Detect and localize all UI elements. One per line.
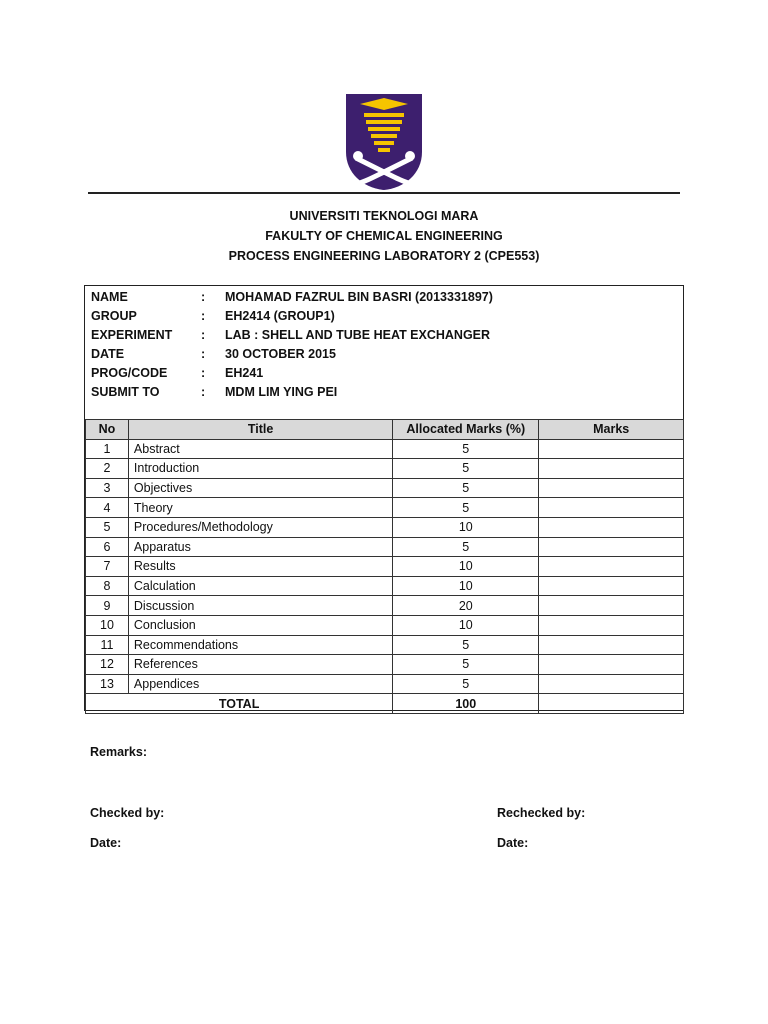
header-allocated: Allocated Marks (%) [393, 420, 539, 440]
info-label: DATE [91, 347, 125, 361]
info-colon: : [201, 290, 206, 304]
info-colon: : [201, 309, 206, 323]
info-value: MOHAMAD FAZRUL BIN BASRI (2013331897) [225, 290, 493, 304]
row-marks[interactable] [539, 576, 684, 596]
row-allocated: 5 [393, 537, 539, 557]
info-row-prog-code [91, 364, 493, 383]
row-allocated: 5 [393, 674, 539, 694]
row-marks[interactable] [539, 655, 684, 675]
header-no: No [86, 420, 129, 440]
remarks-label: Remarks: [90, 745, 147, 759]
row-no: 10 [86, 615, 129, 635]
row-title: Discussion [128, 596, 392, 616]
info-value: EH2414 (GROUP1) [225, 309, 335, 323]
row-no: 4 [86, 498, 129, 518]
row-allocated: 10 [393, 615, 539, 635]
report-cover-box [84, 285, 684, 711]
table-row [86, 498, 684, 518]
table-row [86, 557, 684, 577]
info-label: NAME [91, 290, 128, 304]
info-colon: : [201, 347, 206, 361]
table-row [86, 517, 684, 537]
row-allocated: 20 [393, 596, 539, 616]
info-value: LAB : SHELL AND TUBE HEAT EXCHANGER [225, 328, 491, 342]
row-allocated: 10 [393, 576, 539, 596]
table-row [86, 537, 684, 557]
row-no: 12 [86, 655, 129, 675]
row-title: Recommendations [128, 635, 392, 655]
info-row-experiment [91, 326, 493, 345]
row-allocated: 10 [393, 517, 539, 537]
table-row [86, 459, 684, 479]
row-marks[interactable] [539, 498, 684, 518]
row-no: 7 [86, 557, 129, 577]
row-title: Results [128, 557, 392, 577]
header-marks: Marks [539, 420, 684, 440]
row-marks[interactable] [539, 517, 684, 537]
table-header-row [86, 420, 684, 440]
info-row-group [91, 307, 493, 326]
row-marks[interactable] [539, 478, 684, 498]
row-marks[interactable] [539, 557, 684, 577]
info-colon: : [201, 385, 206, 399]
row-no: 9 [86, 596, 129, 616]
info-label: EXPERIMENT [91, 328, 173, 342]
row-allocated: 10 [393, 557, 539, 577]
row-no: 13 [86, 674, 129, 694]
row-allocated: 5 [393, 439, 539, 459]
row-no: 6 [86, 537, 129, 557]
info-label: PROG/CODE [91, 366, 168, 380]
row-title: Objectives [128, 478, 392, 498]
row-allocated: 5 [393, 478, 539, 498]
table-row [86, 439, 684, 459]
table-row [86, 615, 684, 635]
table-row [86, 596, 684, 616]
row-no: 5 [86, 517, 129, 537]
row-marks[interactable] [539, 537, 684, 557]
table-total-row [86, 694, 684, 714]
table-row [86, 478, 684, 498]
row-title: Introduction [128, 459, 392, 479]
row-title: Conclusion [128, 615, 392, 635]
checked-by-label: Checked by: [90, 806, 165, 820]
row-allocated: 5 [393, 498, 539, 518]
info-value: 30 OCTOBER 2015 [225, 347, 336, 361]
table-row [86, 674, 684, 694]
row-title: Abstract [128, 439, 392, 459]
row-no: 3 [86, 478, 129, 498]
total-allocated: 100 [393, 694, 539, 714]
row-no: 11 [86, 635, 129, 655]
header-title: Title [128, 420, 392, 440]
info-label: SUBMIT TO [91, 385, 160, 399]
table-row [86, 635, 684, 655]
row-marks[interactable] [539, 635, 684, 655]
university-logo [344, 92, 424, 192]
uitm-crest-icon [344, 92, 424, 192]
row-title: Apparatus [128, 537, 392, 557]
info-row-date [91, 345, 493, 364]
row-title: Appendices [128, 674, 392, 694]
info-colon: : [201, 366, 206, 380]
table-row [86, 576, 684, 596]
university-name: UNIVERSITI TEKNOLOGI MARA [289, 209, 479, 223]
info-value: MDM LIM YING PEI [225, 385, 338, 399]
row-marks[interactable] [539, 439, 684, 459]
row-marks[interactable] [539, 596, 684, 616]
checked-date-label: Date: [90, 836, 122, 850]
row-allocated: 5 [393, 655, 539, 675]
row-title: References [128, 655, 392, 675]
info-value: EH241 [225, 366, 264, 380]
row-title: Theory [128, 498, 392, 518]
info-colon: : [201, 328, 206, 342]
info-row-submit-to [91, 383, 493, 402]
row-no: 8 [86, 576, 129, 596]
row-no: 2 [86, 459, 129, 479]
faculty-name: FAKULTY OF CHEMICAL ENGINEERING [265, 229, 503, 243]
document-heading [0, 206, 768, 266]
row-marks[interactable] [539, 674, 684, 694]
marks-table [85, 419, 684, 714]
student-info [91, 288, 493, 402]
table-row [86, 655, 684, 675]
row-no: 1 [86, 439, 129, 459]
row-marks[interactable] [539, 615, 684, 635]
total-label: TOTAL [86, 694, 393, 714]
rechecked-by-label: Rechecked by: [497, 806, 586, 820]
row-marks[interactable] [539, 459, 684, 479]
row-allocated: 5 [393, 459, 539, 479]
course-name: PROCESS ENGINEERING LABORATORY 2 (CPE553) [228, 249, 540, 263]
rechecked-date-label: Date: [497, 836, 529, 850]
row-title: Procedures/Methodology [128, 517, 392, 537]
header-divider [88, 192, 680, 194]
row-title: Calculation [128, 576, 392, 596]
info-label: GROUP [91, 309, 137, 323]
total-marks[interactable] [539, 694, 684, 714]
info-row-name [91, 288, 493, 307]
row-allocated: 5 [393, 635, 539, 655]
